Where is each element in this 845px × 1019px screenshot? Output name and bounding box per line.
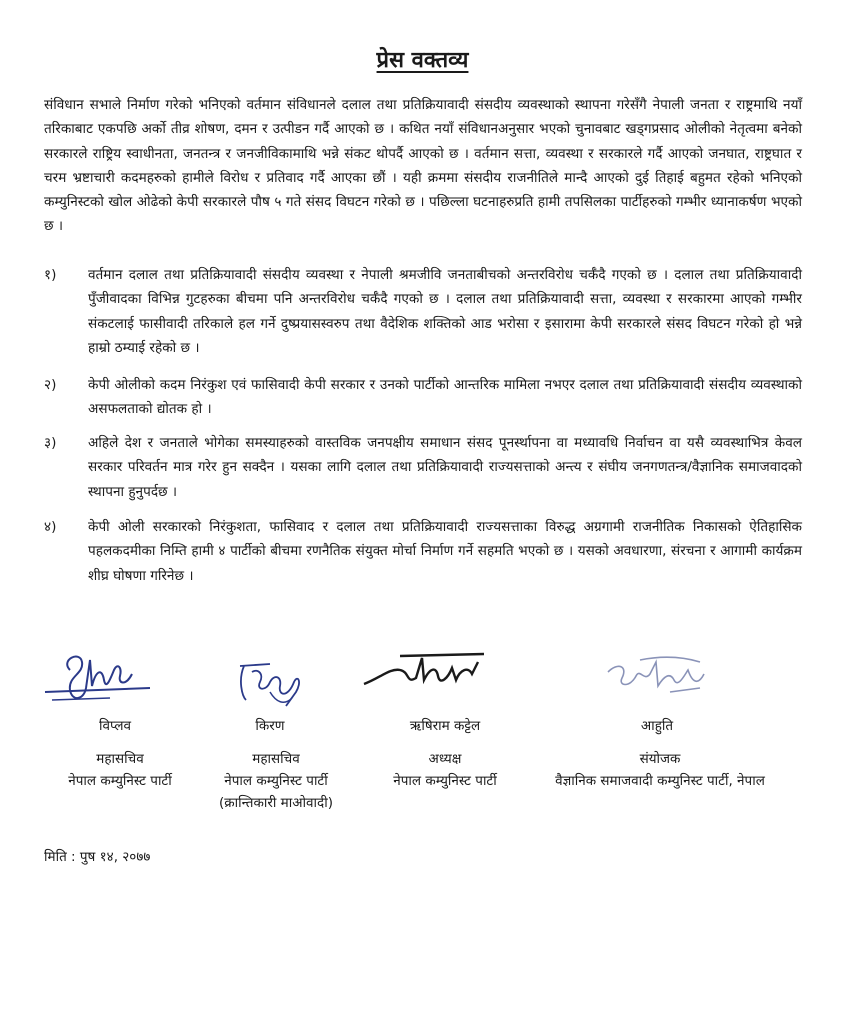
signature-biplav (40, 640, 155, 710)
signatory-party: वैज्ञानिक समाजवादी कम्युनिस्ट पार्टी, नेपाल (555, 773, 765, 789)
point-number: २) (44, 377, 57, 393)
signatory-party: नेपाल कम्युनिस्ट पार्टी (393, 773, 497, 789)
signatory-details (196, 748, 356, 814)
page-title-text: प्रेस वक्तव्य (376, 48, 469, 73)
intro-paragraph: संविधान सभाले निर्माण गरेको भनिएको वर्तमान संविधानले दलाल तथा प्रतिक्रियावादी संसदीय व्यवस्थाको स्थापना गरेसँगै नेपाली जनता र राष्ट्रमाथि नयाँ तरिकाबाट एकपछि अर्को तीव्र शोषण, दमन र उत्पीडन गर्दै आएको छ । कथित नयाँ संविधानअनुसार भएको चुनावबाट खड्गप्रसाद ओलीको नेतृत्वमा बनेको सरकारले राष्ट्रिय स्वाधीनता, जनतन्त्र र जनजीविकामाथि भन्ने संकट थोपर्दै आएको छ । वर्तमान सत्ता, व्यवस्था र सरकारले गर्दै आएको जनघात, राष्ट्रघात र चरम भ्रष्टाचारी कदमहरुको हामीले विरोध र प्रतिवाद गर्दै आएका छौं । यही क्रममा संसदीय राजनीतिले मान्दै आएको दुई तिहाई बहुमत रहेको भनिएको कम्युनिस्टको खोल ओढेको केपी सरकारले पौष ५ गते संसद विघटन गरेको छ । पछिल्ला घटनाहरुप्रति हामी तपसिलका पार्टीहरुको गम्भीर ध्यानाकर्षण भएको छ । (44, 97, 802, 235)
statement-date: मिति : पुष १४, २०७७ (44, 849, 151, 865)
signatory-party: नेपाल कम्युनिस्ट पार्टी (68, 773, 172, 789)
signatory-details (520, 748, 800, 792)
signature-rishiram (360, 648, 490, 698)
signatory-role: महासचिव (96, 751, 144, 767)
point-text: वर्तमान दलाल तथा प्रतिक्रियावादी संसदीय व्यवस्था र नेपाली श्रमजीवि जनताबीचको अन्तरविरोध चर्कँदै गएको छ । दलाल तथा प्रतिक्रियावादी पुँजीवादका विभिन्न गुटहरुका बीचमा पनि अन्तरविरोध चर्कँदै गएको छ । दलाल तथा प्रतिक्रियावादी सत्ता, व्यवस्था र सरकारमा आएको गम्भीर संकटलाई फासीवादी तरिकाले हल गर्ने दुष्प्रयासस्वरुप तथा वैदेशिक शक्तिको आड भरोसा र इसारामा केपी सरकारले संसद विघटन गरेको हो भन्ने हाम्रो ठम्याई रहेको छ । (88, 267, 802, 356)
point-text: केपी ओली सरकारको निरंकुशता, फासिवाद र दलाल तथा प्रतिक्रियावादी राज्यसत्ताका विरुद्ध अग्रगामी राजनीतिक निकासको ऐतिहासिक पहलकदमीका निम्ति हामी ४ पार्टीको बीचमा रणनैतिक संयुक्त मोर्चा निर्माण गर्ने सहमति भएको छ । यसको अवधारणा, संरचना र आगामी कार्यक्रम शीघ्र घोषणा गरिनेछ । (88, 519, 802, 584)
signatory-party: नेपाल कम्युनिस्ट पार्टी (224, 773, 328, 789)
signatory-name: विप्लव (98, 718, 132, 734)
signatory-details (360, 748, 530, 792)
signatory-name: ऋषिराम कट्टेल (409, 718, 481, 734)
signatory-details (40, 748, 200, 792)
point-number: १) (44, 267, 57, 283)
signature-kiran (230, 652, 310, 712)
signature-aahuti (600, 652, 710, 707)
signatory-name: किरण (255, 718, 285, 734)
page-title (0, 44, 845, 74)
signatory-name: आहुति (640, 718, 674, 734)
signatory-role: महासचिव (252, 751, 300, 767)
signatory-role: अध्यक्ष (428, 751, 462, 767)
signatory-role: संयोजक (639, 751, 681, 767)
point-text: केपी ओलीको कदम निरंकुश एवं फासिवादी केपी सरकार र उनको पार्टीको आन्तरिक मामिला नभएर दलाल तथा प्रतिक्रियावादी संसदीय व्यवस्थाको असफलताको द्योतक हो । (88, 377, 802, 418)
signatory-party-note: (क्रान्तिकारी माओवादी) (219, 795, 333, 811)
point-number: ४) (44, 519, 57, 535)
point-number: ३) (44, 435, 57, 451)
point-text: अहिले देश र जनताले भोगेका समस्याहरुको वास्तविक जनपक्षीय समाधान संसद पूनर्स्थापना वा मध्यावधि निर्वाचन वा यसै व्यवस्थाभित्र केवल सरकार परिवर्तन मात्र गरेर हुन सक्दैन । यसका लागि दलाल तथा प्रतिक्रियावादी राज्यसत्ताको अन्त्य र संघीय जनगणतन्त्र/वैज्ञानिक समाजवादको स्थापना हुनुपर्दछ । (88, 435, 803, 500)
